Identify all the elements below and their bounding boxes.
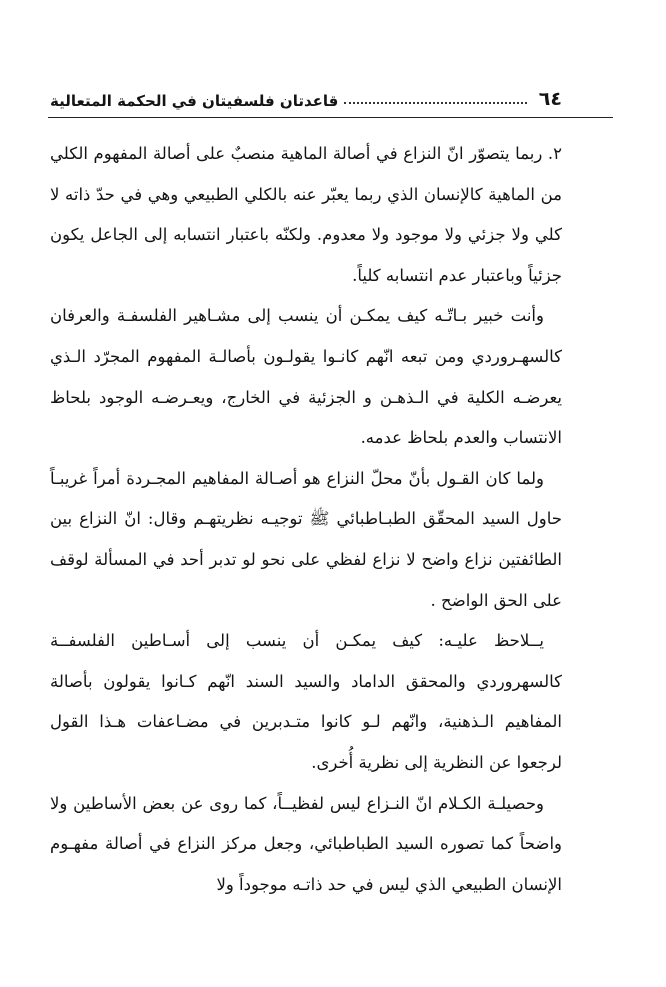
- paragraph: ولما كان القـول بأنّ محلّ النزاع هو أصـالة المفاهيم المجـردة أمراً غريبـاً حاول السيد المحقّق الطبـاطبائي ﷺ توجيـه نظريتهـم وقال: انّ النزاع بين الطائفتين نزاع واضح لا نزاع لفظي على نحو لو تدبر أحد في المسألة لوقف على الحق الواضح .: [50, 468, 562, 610]
- header-dot-leader: [344, 101, 526, 104]
- paragraph: وأنت خبير بـاتّـه كيف يمكـن أن ينسب إلى مشـاهير الفلسفـة والعرفان كالسهـروردي ومن تبعه انّهم كانـوا يقولـون بأصالـة المفهوم المجرّد الـذي يعرضـه الكلية في الـذهـن و الجزئية في الخارج، ويعـرضـه الوجود بلحاظ الانتساب والعدم بلحاظ عدمه.: [50, 306, 562, 448]
- running-header: [50, 80, 562, 110]
- paragraph: ٢. ربما يتصوّر انّ النزاع في أصالة الماهية منصبٌ على أصالة المفهوم الكلي من الماهية كالإنسان الذي ربما يعبّر عنه بالكلي الطبيعي وهي في حدّ ذاته لا كلي ولا جزئي ولا موجود ولا معدوم. ولكنّه باعتبار انتسابه إلى الجاعل يكون جزئياً وباعتبار عدم انتسابه كلياً.: [50, 144, 562, 285]
- header-divider: [48, 117, 613, 118]
- page-number: ٦٤: [538, 88, 562, 110]
- running-title: قاعدتان فلسفيتان في الحكمة المتعالية: [50, 92, 339, 110]
- paragraph: وحصيلـة الكـلام انّ النـزاع ليس لفظيــاً، كما روى عن بعض الأساطين ولا واضحاً كما تصوره السيد الطباطبائي، وجعل مركز النزاع في أصالة مفهـوم الإنسان الطبيعي الذي ليس في حد ذاتـه موجوداً ولا: [50, 793, 562, 894]
- paragraph: يــلاحظ عليـه: كيف يمكـن أن ينسب إلى أسـاطين الفلسفــة كالسهروردي والمحقق الداماد والسيد السند انّهم كـانوا يقولون بأصالة المفاهيم الـذهنية، وانّهم لـو كانوا متـدبرين في مضـاعفات هـذا القول لرجعوا عن النظرية إلى نظرية أُخرى.: [50, 631, 562, 772]
- body-text: [50, 134, 562, 905]
